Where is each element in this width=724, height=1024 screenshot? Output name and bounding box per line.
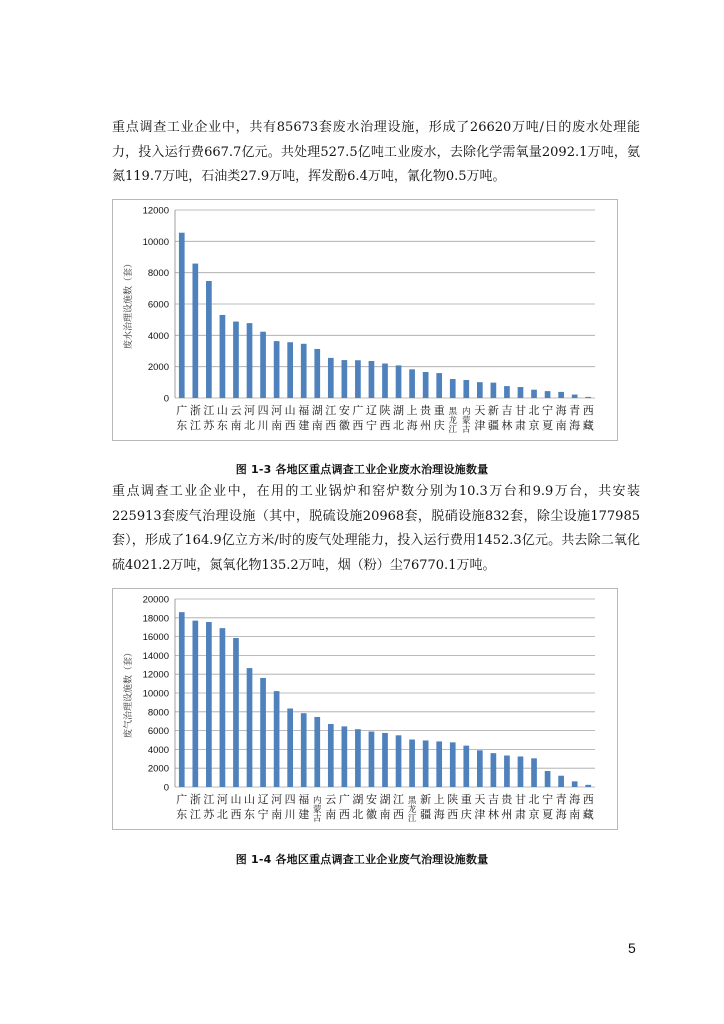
bar xyxy=(409,740,415,787)
bar xyxy=(545,771,551,787)
bar xyxy=(233,322,239,398)
bar xyxy=(518,387,524,398)
bar xyxy=(274,691,280,787)
bar xyxy=(572,395,578,398)
bar xyxy=(396,365,402,398)
bar xyxy=(206,622,212,787)
bar xyxy=(260,678,266,787)
figure-caption-1-3: 图 1-3 各地区重点调查工业企业废水治理设施数量 xyxy=(235,463,489,476)
x-tick-label: 天津 xyxy=(474,404,486,432)
bar xyxy=(301,344,307,398)
figure-caption-1-4: 图 1-4 各地区重点调查工业企业废气治理设施数量 xyxy=(235,853,489,866)
bar xyxy=(355,360,361,398)
x-tick-label: 海南 xyxy=(569,793,581,821)
x-tick-label: 江苏 xyxy=(203,793,215,821)
wastewater-chart-svg xyxy=(113,200,617,440)
bar xyxy=(179,233,185,398)
x-tick-label: 安徽 xyxy=(365,793,377,821)
bar xyxy=(328,724,334,787)
bar xyxy=(192,264,198,398)
y-tick-label: 20000 xyxy=(142,594,169,606)
x-tick-label: 新疆 xyxy=(487,404,499,432)
x-tick-label: 甘肃 xyxy=(514,793,526,821)
x-tick-label: 福建 xyxy=(298,404,310,432)
bar xyxy=(436,741,442,787)
bar xyxy=(206,281,212,398)
x-tick-label: 广西 xyxy=(338,793,350,821)
x-tick-label: 黑龙江 xyxy=(407,796,417,824)
x-tick-label: 青海 xyxy=(555,793,567,821)
y-tick-label: 4000 xyxy=(147,330,169,342)
paragraph-waste-gas: 重点调查工业企业中，在用的工业锅炉和窑炉数分别为10.3万台和9.9万台，共安装225913套废气治理设施（其中，脱硫设施20968套，脱硝设施832套，除尘设施177985套），形成了164.9亿立方米/时的废气处理能力，投入运行费用1452.3亿元。共去除二氧化硫4021.2万吨，氮氧化物135.2万吨，烟（粉）尘76770.1万吨。 xyxy=(112,484,640,573)
x-tick-label: 黑龙江 xyxy=(448,407,457,435)
y-tick-label: 0 xyxy=(163,782,169,794)
bar xyxy=(450,742,456,787)
x-tick-label: 广西 xyxy=(352,404,364,432)
y-tick-label: 2000 xyxy=(147,763,169,775)
x-tick-label: 上海 xyxy=(406,404,418,432)
bar xyxy=(220,315,226,398)
x-tick-label: 湖北 xyxy=(352,793,364,821)
bar xyxy=(572,781,578,787)
bar xyxy=(463,746,469,787)
y-tick-label: 18000 xyxy=(142,613,169,625)
bar xyxy=(179,612,185,787)
bar xyxy=(260,332,266,398)
x-tick-label: 广东 xyxy=(176,793,188,821)
bar xyxy=(192,621,198,787)
y-tick-label: 14000 xyxy=(142,650,169,662)
bar xyxy=(531,390,537,398)
x-tick-label: 西藏 xyxy=(582,404,594,432)
y-tick-label: 16000 xyxy=(142,632,169,644)
bar xyxy=(274,341,280,398)
x-tick-label: 内蒙古 xyxy=(313,796,322,824)
x-tick-label: 青海 xyxy=(569,404,581,432)
bar xyxy=(409,369,415,398)
bar xyxy=(342,360,348,398)
x-tick-label: 浙江 xyxy=(189,793,201,821)
y-tick-label: 4000 xyxy=(147,744,169,756)
x-tick-label: 湖南 xyxy=(311,404,323,432)
x-tick-label: 甘肃 xyxy=(514,404,526,432)
bar xyxy=(491,383,497,398)
page-number: 5 xyxy=(628,940,636,956)
x-tick-label: 贵州 xyxy=(420,404,432,432)
waste-gas-chart xyxy=(112,588,618,830)
waste-gas-chart-svg xyxy=(113,589,617,829)
bar xyxy=(233,638,239,787)
bar xyxy=(491,753,497,787)
y-axis-label: 废气治理设施数（套） xyxy=(124,647,134,739)
bar xyxy=(450,379,456,398)
bar xyxy=(558,776,564,787)
y-tick-label: 6000 xyxy=(147,299,169,311)
y-tick-label: 2000 xyxy=(147,362,169,374)
x-tick-label: 四川 xyxy=(257,404,269,432)
bar xyxy=(287,709,293,787)
bar xyxy=(382,364,388,398)
x-tick-label: 新疆 xyxy=(420,793,432,821)
x-tick-label: 重庆 xyxy=(460,793,472,821)
bar xyxy=(423,372,429,398)
bar xyxy=(247,323,253,398)
x-tick-label: 山西 xyxy=(284,404,296,432)
bar xyxy=(287,342,293,398)
x-tick-label: 福建 xyxy=(298,793,310,821)
bar xyxy=(477,750,483,787)
x-tick-label: 吉林 xyxy=(487,793,499,821)
x-tick-label: 云南 xyxy=(230,404,242,432)
bar xyxy=(355,729,361,787)
bar xyxy=(396,735,402,787)
bar xyxy=(314,349,320,398)
y-tick-label: 6000 xyxy=(147,726,169,738)
x-tick-label: 江西 xyxy=(325,404,337,432)
y-tick-label: 12000 xyxy=(142,669,169,681)
x-tick-label: 陕西 xyxy=(447,793,459,821)
bar xyxy=(477,382,483,398)
bar xyxy=(504,386,510,398)
x-tick-label: 江苏 xyxy=(203,404,215,432)
x-tick-label: 宁夏 xyxy=(542,793,554,821)
x-tick-label: 湖南 xyxy=(379,793,391,821)
bar xyxy=(463,380,469,398)
bar xyxy=(436,373,442,398)
x-tick-label: 天津 xyxy=(474,793,486,821)
bar xyxy=(531,758,537,787)
paragraph-wastewater: 重点调查工业企业中，共有85673套废水治理设施，形成了26620万吨/日的废水处理能力，投入运行费667.7亿元。共处理527.5亿吨工业废水，去除化学需氧量2092.1万吨，氨氮119.7万吨，石油类27.9万吨，挥发酚6.4万吨，氰化物0.5万吨。 xyxy=(112,120,640,184)
x-tick-label: 西藏 xyxy=(582,793,594,821)
bar xyxy=(369,732,375,787)
x-tick-label: 河南 xyxy=(271,793,283,821)
x-tick-label: 广东 xyxy=(176,404,188,432)
x-tick-label: 山东 xyxy=(244,793,256,821)
bar xyxy=(382,733,388,787)
x-tick-label: 安徽 xyxy=(338,404,350,432)
bar xyxy=(369,361,375,398)
x-tick-label: 北京 xyxy=(528,404,540,432)
bar xyxy=(423,740,429,787)
bar xyxy=(585,397,591,398)
x-tick-label: 辽宁 xyxy=(365,404,377,432)
x-tick-label: 河北 xyxy=(216,793,228,821)
x-tick-label: 云南 xyxy=(325,793,337,821)
x-tick-label: 北京 xyxy=(528,793,540,821)
x-tick-label: 河北 xyxy=(244,404,256,432)
wastewater-chart xyxy=(112,199,618,441)
bar xyxy=(558,392,564,398)
y-tick-label: 0 xyxy=(163,393,169,405)
bar xyxy=(220,628,226,787)
x-tick-label: 辽宁 xyxy=(257,793,269,821)
x-tick-label: 山西 xyxy=(230,793,242,821)
x-tick-label: 重庆 xyxy=(433,404,445,432)
x-tick-label: 上海 xyxy=(433,793,445,821)
y-axis-label: 废水治理设施数（套） xyxy=(124,258,134,350)
bar xyxy=(328,358,334,398)
x-tick-label: 海南 xyxy=(555,404,567,432)
x-tick-label: 山东 xyxy=(216,404,228,432)
x-tick-label: 湖北 xyxy=(393,404,405,432)
x-tick-label: 宁夏 xyxy=(542,404,554,432)
x-tick-label: 江西 xyxy=(393,793,405,821)
bar xyxy=(342,726,348,787)
y-tick-label: 8000 xyxy=(147,707,169,719)
bar xyxy=(545,391,551,398)
y-tick-label: 10000 xyxy=(142,236,169,248)
x-tick-label: 四川 xyxy=(284,793,296,821)
bar xyxy=(504,756,510,787)
bar xyxy=(301,713,307,787)
bar xyxy=(247,668,253,787)
x-tick-label: 内蒙古 xyxy=(462,407,471,435)
y-tick-label: 10000 xyxy=(142,688,169,700)
x-tick-label: 浙江 xyxy=(189,404,201,432)
bar xyxy=(518,756,524,787)
bar xyxy=(585,785,591,787)
x-tick-label: 贵州 xyxy=(501,793,513,821)
bar xyxy=(314,717,320,787)
x-tick-label: 吉林 xyxy=(501,404,513,432)
x-tick-label: 陕西 xyxy=(379,404,391,432)
y-tick-label: 12000 xyxy=(142,205,169,217)
x-tick-label: 河南 xyxy=(271,404,283,432)
y-tick-label: 8000 xyxy=(147,268,169,280)
